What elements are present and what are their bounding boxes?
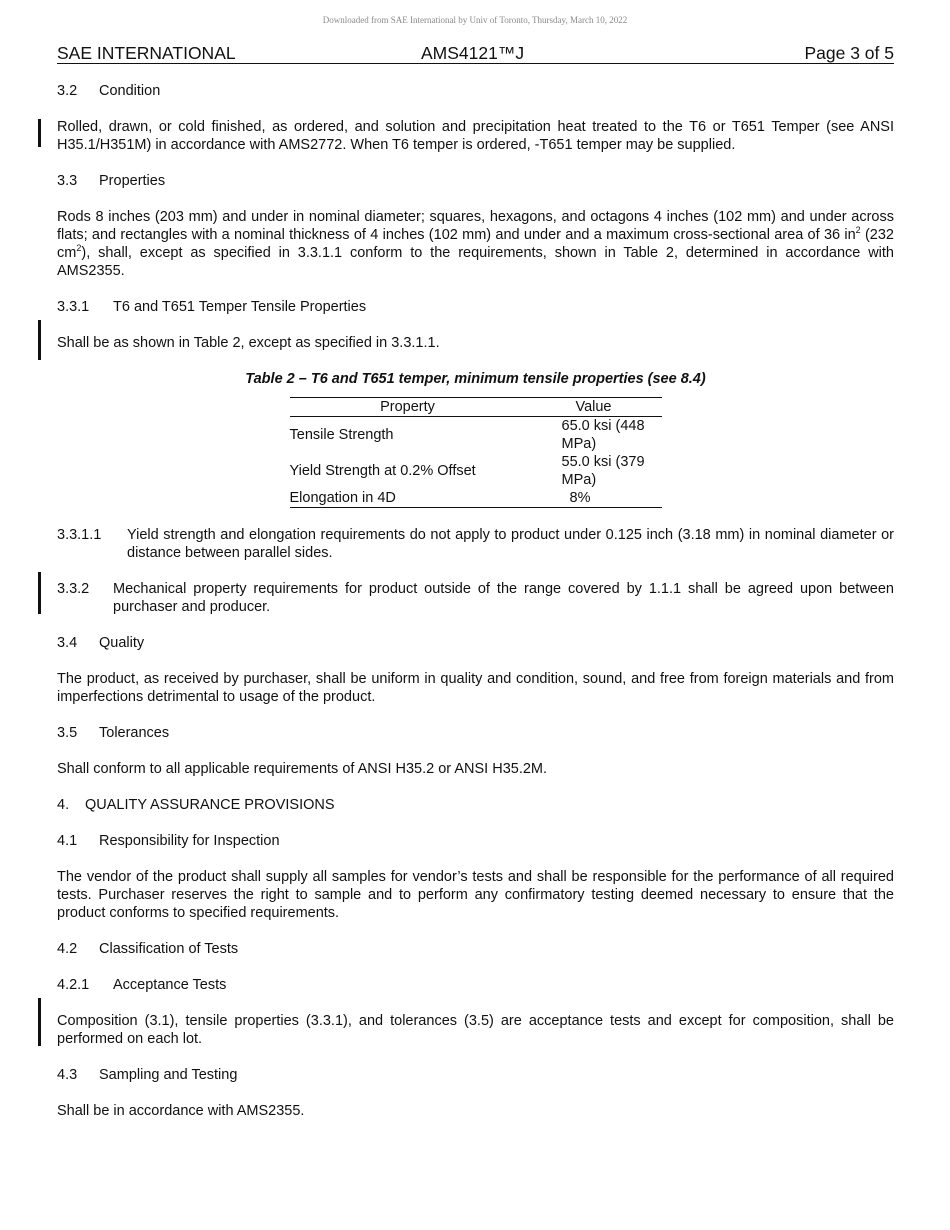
paragraph-3-2 [57, 118, 894, 154]
properties-table [290, 397, 662, 508]
section-number: 4.2 [57, 941, 78, 957]
section-number: 4. [57, 797, 70, 813]
section-number: 3.3 [57, 173, 78, 189]
section-number: 3.3.2 [57, 581, 90, 597]
paragraph-text-c: ), shall, except as specified in 3.3.1.1 conform to the requirements, shown in Table 2, determined in accordance with AMS2355. [57, 245, 894, 279]
heading-4-2 [57, 940, 894, 958]
header-org: SAE INTERNATIONAL [57, 43, 236, 63]
heading-3-4 [57, 634, 894, 652]
paragraph-text: The vendor of the product shall supply all samples for vendor’s tests and shall be responsible for the performance of all required tests. Purchaser reserves the right to sample and to perform any confirmatory testing deemed necessary to ensure that the product conforms to specified requirements. [57, 869, 894, 921]
column-header-property: Property [290, 398, 526, 417]
table-caption: Table 2 – T6 and T651 temper, minimum tensile properties (see 8.4) [245, 371, 706, 387]
paragraph-text: Mechanical property requirements for product outside of the range covered by 1.1.1 shall be agreed upon between purchaser and producer. [113, 581, 894, 615]
section-number: 4.2.1 [57, 977, 90, 993]
heading-4 [57, 796, 894, 814]
cell-property: Tensile Strength [289, 427, 394, 443]
paragraph-3-3-1 [57, 334, 894, 352]
paragraph-3-5 [57, 760, 894, 778]
superscript: 2 [76, 243, 82, 254]
download-note: Downloaded from SAE International by Univ of Toronto, Thursday, March 10, 2022 [322, 15, 628, 25]
section-title: Responsibility for Inspection [99, 833, 280, 849]
paragraph-text: Shall be in accordance with AMS2355. [57, 1103, 305, 1119]
paragraph-3-3-1-1 [57, 526, 894, 562]
table-row [290, 489, 662, 508]
heading-4-3 [57, 1066, 894, 1084]
header-doc-id: AMS4121™J [421, 43, 525, 63]
document-body [57, 82, 894, 1120]
cell-property: Elongation in 4D [289, 490, 396, 506]
section-title: Condition [99, 83, 161, 99]
section-number: 3.5 [57, 725, 78, 741]
section-title: Sampling and Testing [99, 1067, 238, 1083]
cell-value: 8% [561, 490, 591, 506]
section-title: Acceptance Tests [113, 977, 227, 993]
heading-4-1 [57, 832, 894, 850]
section-number: 3.4 [57, 635, 78, 651]
paragraph-text: Rolled, drawn, or cold finished, as ordered, and solution and precipitation heat treated to the T6 or T651 Temper (see ANSI H35.1/H351M) in accordance with AMS2772. When T6 temper is ordered, -T651 temper may be supplied. [57, 119, 894, 153]
paragraph-3-4 [57, 670, 894, 706]
change-bar [38, 998, 41, 1046]
section-number: 3.2 [57, 83, 78, 99]
heading-3-3 [57, 172, 894, 190]
paragraph-3-3-2 [57, 580, 894, 616]
paragraph-text: Composition (3.1), tensile properties (3.3.1), and tolerances (3.5) are acceptance tests and except for composition, shall be performed on each lot. [57, 1013, 894, 1047]
section-title: QUALITY ASSURANCE PROVISIONS [85, 797, 335, 813]
heading-3-5 [57, 724, 894, 742]
paragraph-4-3 [57, 1102, 894, 1120]
heading-3-2 [57, 82, 894, 100]
cell-property: Yield Strength at 0.2% Offset [289, 463, 476, 479]
page-header [57, 43, 894, 64]
heading-4-2-1 [57, 976, 894, 994]
paragraph-text: Yield strength and elongation requirements do not apply to product under 0.125 inch (3.18 mm) in nominal diameter or distance between parallel sides. [127, 527, 894, 561]
superscript: 2 [855, 225, 861, 236]
cell-value: 65.0 ksi (448 MPa) [561, 418, 645, 452]
column-header-value: Value [526, 398, 662, 417]
paragraph-4-1 [57, 868, 894, 922]
heading-3-3-1 [57, 298, 894, 316]
cell-value: 55.0 ksi (379 MPa) [561, 454, 645, 488]
section-number: 3.3.1 [57, 299, 90, 315]
table-wrapper [57, 397, 894, 508]
section-title: Tolerances [99, 725, 170, 741]
change-bar [38, 572, 41, 614]
header-page-number: Page 3 of 5 [804, 43, 894, 63]
table-header-row [290, 398, 662, 417]
change-bar [38, 320, 41, 360]
section-title: Classification of Tests [99, 941, 239, 957]
section-title: Properties [99, 173, 166, 189]
table-row [290, 453, 662, 489]
paragraph-3-3 [57, 208, 894, 280]
table-row [290, 417, 662, 454]
paragraph-4-2-1 [57, 1012, 894, 1048]
paragraph-text-b: (232 cm [57, 227, 894, 261]
change-bar [38, 119, 41, 147]
section-number: 3.3.1.1 [57, 527, 102, 543]
section-number: 4.1 [57, 833, 78, 849]
section-number: 4.3 [57, 1067, 78, 1083]
paragraph-text: Shall be as shown in Table 2, except as specified in 3.3.1.1. [57, 335, 440, 351]
section-title: T6 and T651 Temper Tensile Properties [113, 299, 367, 315]
paragraph-text-a: Rods 8 inches (203 mm) and under in nominal diameter; squares, hexagons, and octagons 4 inches (102 mm) and under across flats; and rectangles with a nominal thickness of 4 inches (102 mm) and under and a maximum cross-sectional area of 36 in [57, 209, 894, 243]
paragraph-text: The product, as received by purchaser, shall be uniform in quality and condition, sound, and free from foreign materials and from imperfections detrimental to usage of the product. [57, 671, 894, 705]
section-title: Quality [99, 635, 145, 651]
paragraph-text: Shall conform to all applicable requirements of ANSI H35.2 or ANSI H35.2M. [57, 761, 548, 777]
